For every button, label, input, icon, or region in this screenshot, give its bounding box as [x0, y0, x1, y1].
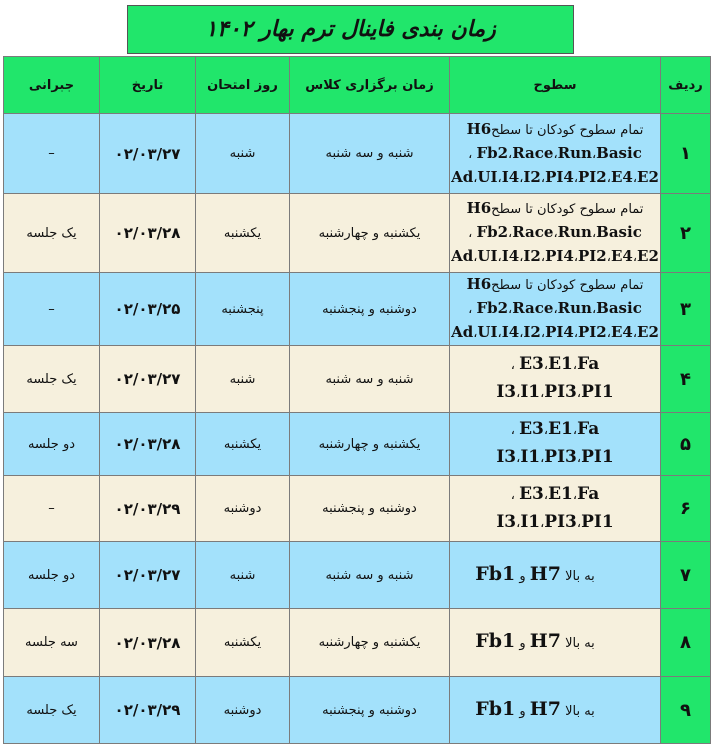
- date-cell: ۰۲/۰۳/۲۷: [100, 114, 196, 194]
- row-number: ۹: [661, 677, 711, 744]
- class-days-cell: شنبه و سه شنبه: [290, 346, 450, 413]
- header-levels: سطوح: [450, 57, 661, 114]
- exam-day-cell: دوشنبه: [196, 476, 290, 542]
- class-days-cell: یکشنبه و چهارشنبه: [290, 194, 450, 273]
- levels-line: Fb1 و H7 به بالا: [475, 697, 595, 720]
- header-row-number: ردیف: [661, 57, 711, 114]
- levels-line: ، E3،E1،Fa: [510, 354, 600, 374]
- class-days-cell: شنبه و سه شنبه: [290, 542, 450, 609]
- levels-cell: [450, 413, 661, 476]
- levels-cell: [450, 677, 661, 744]
- date-cell: ۰۲/۰۳/۲۸: [100, 413, 196, 476]
- class-days-cell: دوشنبه و پنجشنبه: [290, 677, 450, 744]
- makeup-cell: –: [4, 114, 100, 194]
- levels-line: تمام سطوح کودکان تا سطحH6: [466, 275, 644, 293]
- table-header-row: [4, 57, 711, 114]
- exam-day-cell: دوشنبه: [196, 677, 290, 744]
- levels-line: ، Fb2،Race،Run،Basic: [468, 299, 642, 317]
- date-cell: ۰۲/۰۳/۲۵: [100, 273, 196, 346]
- makeup-cell: یک جلسه: [4, 677, 100, 744]
- exam-day-cell: پنجشنبه: [196, 273, 290, 346]
- row-number: ۵: [661, 413, 711, 476]
- class-days-cell: شنبه و سه شنبه: [290, 114, 450, 194]
- levels-line: I3،I1،PI3،PI1: [496, 382, 614, 402]
- makeup-cell: یک جلسه: [4, 346, 100, 413]
- row-number: ۶: [661, 476, 711, 542]
- levels-cell: [450, 609, 661, 677]
- exam-day-cell: یکشنبه: [196, 609, 290, 677]
- class-days-cell: یکشنبه و چهارشنبه: [290, 413, 450, 476]
- header-exam-day: روز امتحان: [196, 57, 290, 114]
- date-cell: ۰۲/۰۳/۲۹: [100, 677, 196, 744]
- levels-line: تمام سطوح کودکان تا سطحH6: [466, 199, 644, 217]
- table-row: [4, 476, 711, 542]
- row-number: ۷: [661, 542, 711, 609]
- table-row: [4, 542, 711, 609]
- exam-day-cell: شنبه: [196, 542, 290, 609]
- makeup-cell: –: [4, 273, 100, 346]
- class-days-cell: یکشنبه و چهارشنبه: [290, 609, 450, 677]
- levels-cell: [450, 114, 661, 194]
- levels-line: Ad،UI،I4،I2،PI4،PI2،E4،E2: [451, 167, 659, 186]
- makeup-cell: یک جلسه: [4, 194, 100, 273]
- levels-line: تمام سطوح کودکان تا سطحH6: [466, 119, 644, 138]
- header-class-days: زمان برگزاری کلاس: [290, 57, 450, 114]
- exam-day-cell: یکشنبه: [196, 194, 290, 273]
- exam-day-cell: یکشنبه: [196, 413, 290, 476]
- row-number: ۴: [661, 346, 711, 413]
- table-row: [4, 413, 711, 476]
- levels-line: ، E3،E1،Fa: [510, 483, 600, 504]
- date-cell: ۰۲/۰۳/۲۷: [100, 346, 196, 413]
- final-exam-schedule-table: [3, 56, 711, 744]
- row-number: ۱: [661, 114, 711, 194]
- levels-line: Fb1 و H7 به بالا: [475, 562, 595, 585]
- levels-cell: [450, 542, 661, 609]
- levels-line: Ad،UI،I4،I2،PI4،PI2،E4،E2: [451, 323, 659, 341]
- table-row: [4, 114, 711, 194]
- levels-line: ، Fb2،Race،Run،Basic: [468, 143, 642, 162]
- exam-day-cell: شنبه: [196, 346, 290, 413]
- class-days-cell: دوشنبه و پنجشنبه: [290, 273, 450, 346]
- schedule-title-banner: [127, 5, 574, 54]
- makeup-cell: دو جلسه: [4, 413, 100, 476]
- makeup-cell: –: [4, 476, 100, 542]
- table-body: [4, 114, 711, 744]
- header-date: تاریخ: [100, 57, 196, 114]
- date-cell: ۰۲/۰۳/۲۹: [100, 476, 196, 542]
- levels-cell: [450, 194, 661, 273]
- row-number: ۳: [661, 273, 711, 346]
- levels-line: I3،I1،PI3،PI1: [496, 447, 614, 467]
- levels-line: Ad،UI،I4،I2،PI4،PI2،E4،E2: [451, 247, 659, 265]
- table-row: [4, 194, 711, 273]
- levels-cell: [450, 346, 661, 413]
- date-cell: ۰۲/۰۳/۲۷: [100, 542, 196, 609]
- table-row: [4, 273, 711, 346]
- date-cell: ۰۲/۰۳/۲۸: [100, 194, 196, 273]
- exam-day-cell: شنبه: [196, 114, 290, 194]
- table-row: [4, 609, 711, 677]
- levels-line: I3،I1،PI3،PI1: [496, 511, 614, 532]
- class-days-cell: دوشنبه و پنجشنبه: [290, 476, 450, 542]
- levels-cell: [450, 273, 661, 346]
- row-number: ۸: [661, 609, 711, 677]
- makeup-cell: سه جلسه: [4, 609, 100, 677]
- schedule-title: زمان بندی فاینال ترم بهار ۱۴۰۲: [205, 17, 496, 42]
- levels-line: ، E3،E1،Fa: [510, 419, 600, 439]
- levels-line: Fb1 و H7 به بالا: [475, 630, 595, 652]
- table-row: [4, 677, 711, 744]
- row-number: ۲: [661, 194, 711, 273]
- levels-line: ، Fb2،Race،Run،Basic: [468, 223, 642, 241]
- header-makeup: جبرانی: [4, 57, 100, 114]
- levels-cell: [450, 476, 661, 542]
- makeup-cell: دو جلسه: [4, 542, 100, 609]
- table-row: [4, 346, 711, 413]
- date-cell: ۰۲/۰۳/۲۸: [100, 609, 196, 677]
